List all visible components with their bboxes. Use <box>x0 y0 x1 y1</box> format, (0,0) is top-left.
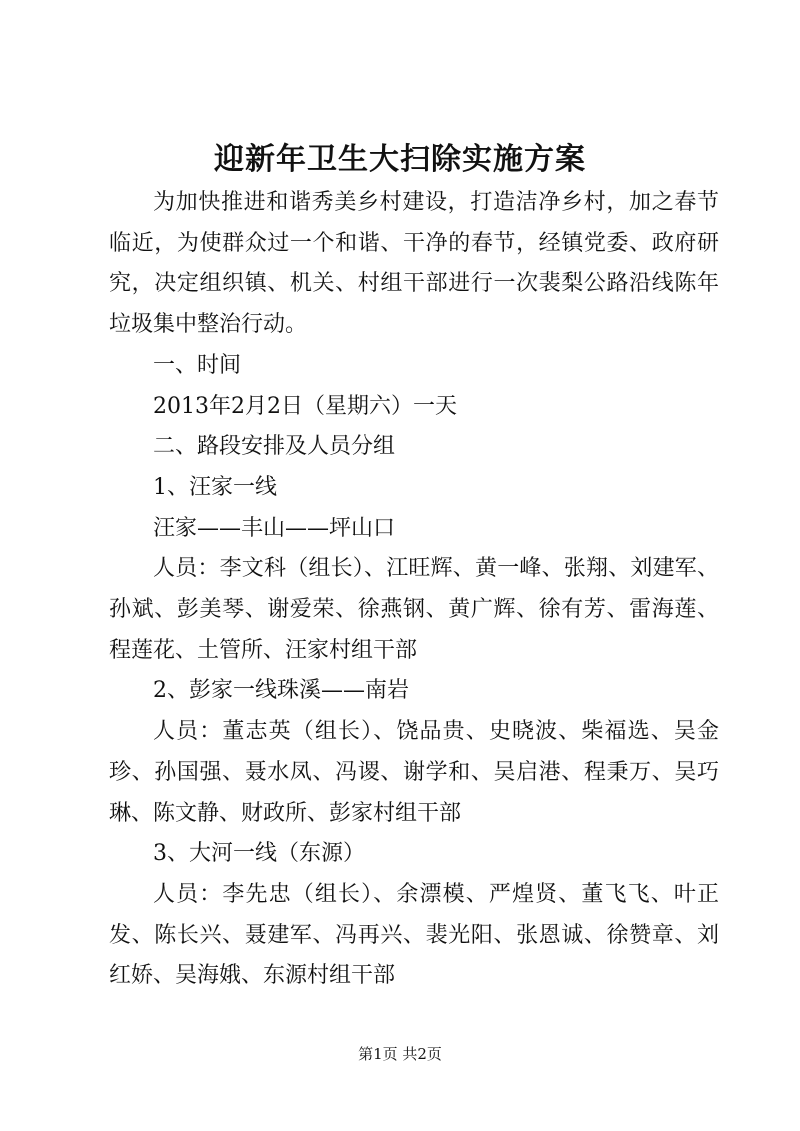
group-3-heading: 3、大河一线（东源） <box>153 841 365 867</box>
section-time-heading: 一、时间 <box>153 352 242 378</box>
group-1-heading: 1、汪家一线 <box>153 474 277 500</box>
section-route-heading: 二、路段安排及人员分组 <box>153 434 396 460</box>
group-1-route: 汪家——丰山——坪山口 <box>153 515 396 541</box>
group-3-members: 人员：李先忠（组长）、余漂模、严煌贤、董飞飞、叶正发、陈长兴、聂建军、冯再兴、裴光阳、张恩诚、徐赞章、刘红娇、吴海娥、东源村组干部 <box>109 881 719 989</box>
time-detail: 2013年2月2日（星期六）一天 <box>153 393 457 419</box>
page-title: 迎新年卫生大扫除实施方案 <box>214 142 586 177</box>
group-2-heading: 2、彭家一线珠溪——南岩 <box>153 678 409 704</box>
intro-paragraph: 为加快推进和谐秀美乡村建设，打造洁净乡村，加之春节临近，为使群众过一个和谐、干净的春节，经镇党委、政府研究，决定组织镇、机关、村组干部进行一次裴梨公路沿线陈年垃圾集中整治行动。 <box>109 190 719 338</box>
group-2-members: 人员：董志英（组长）、饶品贵、史晓波、柴福选、吴金珍、孙国强、聂水凤、冯谡、谢学和、吴启港、程秉万、吴巧琳、陈文静、财政所、彭家村组干部 <box>109 719 719 826</box>
document-body <box>109 183 719 997</box>
page-number: 第1页 共2页 <box>358 1045 442 1063</box>
group-1-members: 人员：李文科（组长）、江旺辉、黄一峰、张翔、刘建军、孙斌、彭美琴、谢爱荣、徐燕钢、黄广辉、徐有芳、雷海莲、程莲花、土管所、汪家村组干部 <box>109 556 719 663</box>
